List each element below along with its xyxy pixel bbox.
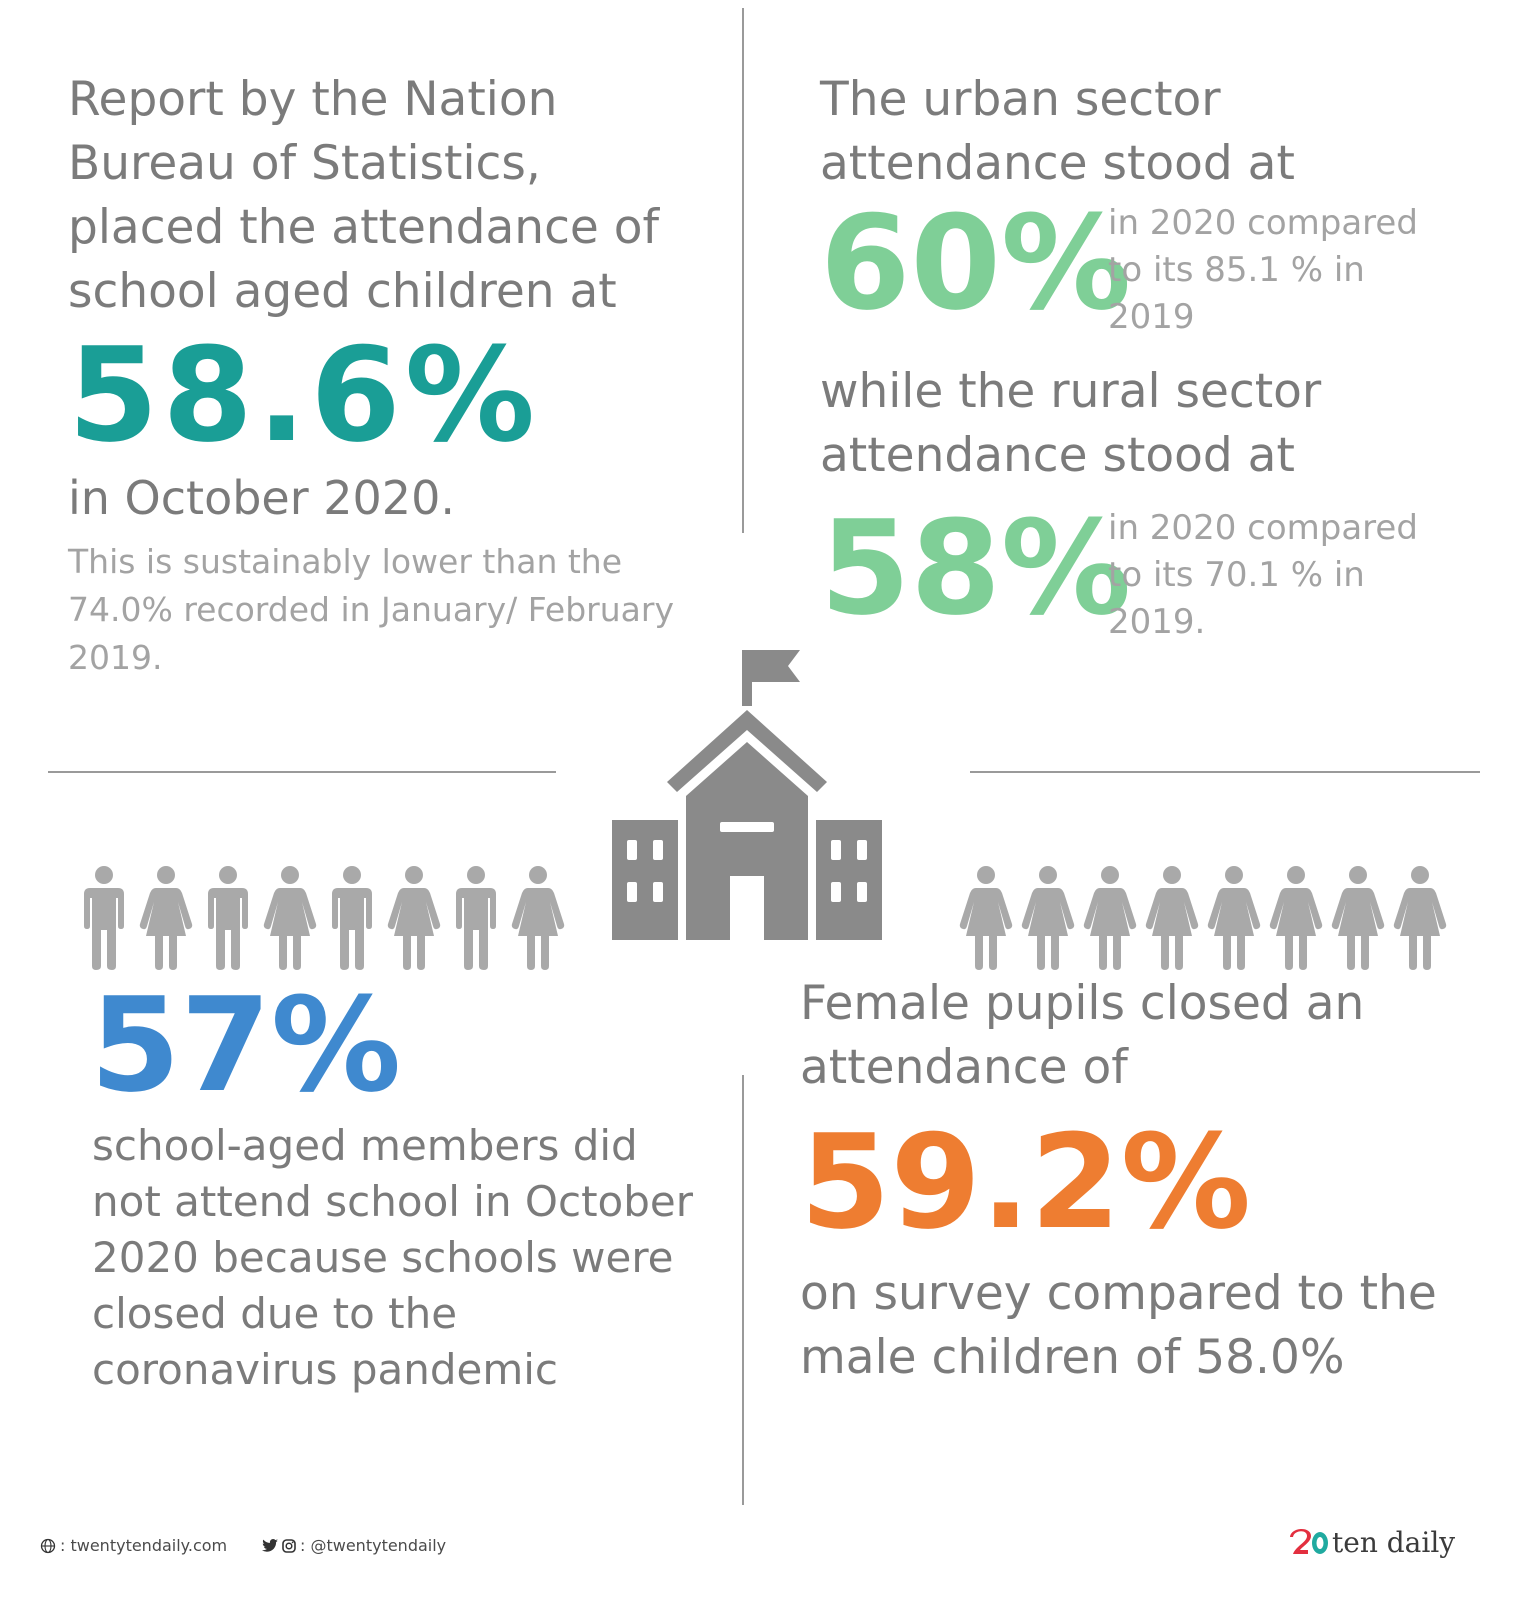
national-attendance-value: 58.6%: [68, 319, 540, 471]
closure-nonattendance-value: 57%: [90, 969, 402, 1121]
urban-attendance-comparison: in 2020 compared to its 85.1 % in 2019: [1108, 203, 1418, 337]
people-row-mixed: [76, 866, 572, 970]
urban-attendance-value: 60%: [820, 187, 1132, 339]
female-person-icon: [1392, 866, 1448, 970]
female-person-icon: [1268, 866, 1324, 970]
brand-logo: [1290, 1526, 1455, 1559]
divider-left-horizontal: [48, 771, 556, 773]
female-person-icon: [958, 866, 1014, 970]
national-attendance-period: in October 2020.: [68, 471, 455, 525]
female-person-icon: [1144, 866, 1200, 970]
female-person-icon: [1082, 866, 1138, 970]
divider-right-horizontal: [970, 771, 1480, 773]
footer-social-text: : @twentytendaily: [300, 1536, 447, 1555]
footer-website[interactable]: [40, 1536, 227, 1555]
female-person-icon: [1330, 866, 1386, 970]
rural-attendance-comparison: in 2020 compared to its 70.1 % in 2019.: [1108, 508, 1418, 642]
brand-logo-text: ten daily: [1332, 1526, 1456, 1559]
rural-attendance-intro: while the rural sector attendance stood at: [820, 364, 1322, 483]
female-person-icon: [262, 866, 318, 970]
school-building-icon: [612, 650, 882, 940]
twentyten-logo-mark-icon: [1290, 1528, 1330, 1558]
female-person-icon: [1206, 866, 1262, 970]
closure-nonattendance-text: school-aged members did not attend school in October 2020 because schools were closed due to the coronavirus pandemic: [92, 1121, 694, 1394]
female-person-icon: [386, 866, 442, 970]
footer-social[interactable]: [262, 1536, 446, 1555]
female-person-icon: [510, 866, 566, 970]
male-person-icon: [200, 866, 256, 970]
national-attendance-intro: Report by the Nation Bureau of Statistics, placed the attendance of school aged children at: [68, 72, 660, 319]
footer-website-text: : twentytendaily.com: [60, 1536, 228, 1555]
female-attendance-intro: Female pupils closed an attendance of: [800, 976, 1365, 1095]
divider-top-vertical: [742, 8, 744, 533]
female-attendance-value: 59.2%: [800, 1106, 1252, 1258]
national-attendance-note: This is sustainably lower than the 74.0% recorded in January/ February 2019.: [68, 542, 674, 677]
instagram-icon: [282, 1539, 296, 1553]
twitter-icon: [262, 1539, 278, 1553]
female-person-icon: [1020, 866, 1076, 970]
male-attendance-comparison: on survey compared to the male children of 58.0%: [800, 1266, 1437, 1385]
globe-icon: [40, 1538, 56, 1554]
male-person-icon: [448, 866, 504, 970]
divider-bottom-vertical: [742, 1075, 744, 1505]
urban-attendance-intro: The urban sector attendance stood at: [820, 72, 1295, 191]
rural-attendance-value: 58%: [820, 492, 1132, 644]
male-person-icon: [324, 866, 380, 970]
people-row-female: [958, 866, 1454, 970]
male-person-icon: [76, 866, 132, 970]
female-person-icon: [138, 866, 194, 970]
